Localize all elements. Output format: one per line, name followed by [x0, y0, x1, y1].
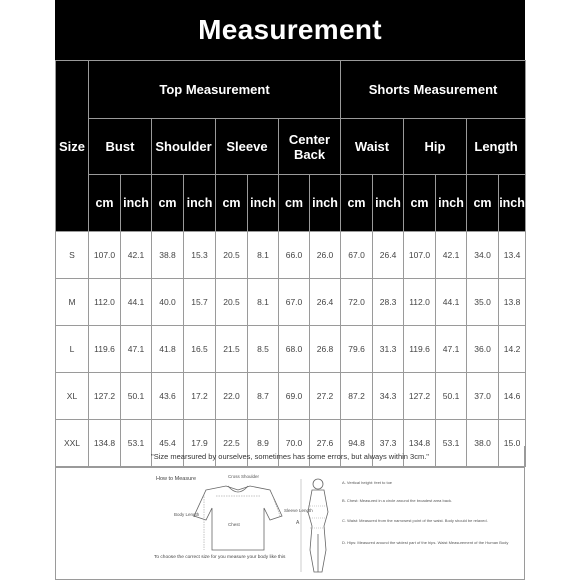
column-header: Sleeve	[216, 119, 279, 175]
how-to-measure-title: How to Measure	[156, 476, 197, 482]
unit-header: inch	[184, 175, 216, 232]
measurement-cell: 20.5	[216, 279, 248, 326]
measurement-cell: 119.6	[89, 326, 121, 373]
column-header: Shoulder	[152, 119, 216, 175]
measurement-cell: 42.1	[121, 232, 152, 279]
column-header: Bust	[89, 119, 152, 175]
size-cell: XXL	[56, 420, 89, 467]
unit-header: cm	[404, 175, 436, 232]
measurement-cell: 50.1	[121, 373, 152, 420]
unit-header: inch	[499, 175, 526, 232]
size-cell: M	[56, 279, 89, 326]
table-row	[56, 279, 526, 326]
measurement-cell: 38.8	[152, 232, 184, 279]
column-header: Center Back	[279, 119, 341, 175]
measurement-cell: 47.1	[436, 326, 467, 373]
measurement-cell: 38.0	[467, 420, 499, 467]
measurement-cell: 26.8	[310, 326, 341, 373]
how-to-footer: To choose the correct size for you measure your body like this	[154, 555, 286, 560]
measurement-cell: 26.0	[310, 232, 341, 279]
instruction-d: D. Hips: Measured around the widest part of the hips. Waist Measurement of the Human Body	[342, 540, 509, 545]
measurement-cell: 66.0	[279, 232, 310, 279]
measurement-cell: 53.1	[436, 420, 467, 467]
cross-shoulder-label: Cross Shoulder	[228, 474, 260, 479]
unit-header: inch	[248, 175, 279, 232]
measurement-cell: 31.3	[373, 326, 404, 373]
measurement-cell: 8.7	[248, 373, 279, 420]
size-chart	[55, 0, 525, 580]
measurement-cell: 37.3	[373, 420, 404, 467]
measurement-cell: 13.8	[499, 279, 526, 326]
table-body	[56, 232, 526, 467]
unit-header: inch	[373, 175, 404, 232]
measurement-cell: 16.5	[184, 326, 216, 373]
column-header: Length	[467, 119, 526, 175]
measurement-cell: 44.1	[121, 279, 152, 326]
measurement-cell: 70.0	[279, 420, 310, 467]
table-row	[56, 232, 526, 279]
unit-header: cm	[341, 175, 373, 232]
measurement-cell: 37.0	[467, 373, 499, 420]
instruction-c: C. Waist: Measured from the narrowest point of the waist. Body should be relaxed.	[342, 518, 488, 523]
measurement-cell: 112.0	[404, 279, 436, 326]
measurement-cell: 112.0	[89, 279, 121, 326]
measurement-cell: 34.0	[467, 232, 499, 279]
measurement-cell: 22.5	[216, 420, 248, 467]
column-header: Hip	[404, 119, 467, 175]
unit-header: inch	[121, 175, 152, 232]
size-cell: L	[56, 326, 89, 373]
measurement-cell: 47.1	[121, 326, 152, 373]
measurement-cell: 22.0	[216, 373, 248, 420]
chest-label: Chest	[228, 522, 240, 527]
measurement-table	[55, 60, 526, 467]
chart-title: Measurement	[55, 0, 525, 60]
unit-header: inch	[310, 175, 341, 232]
unit-header: cm	[279, 175, 310, 232]
measurement-cell: 13.4	[499, 232, 526, 279]
measurement-cell: 15.7	[184, 279, 216, 326]
column-header: Waist	[341, 119, 404, 175]
unit-header: cm	[152, 175, 184, 232]
size-cell: XL	[56, 373, 89, 420]
svg-text:A: A	[296, 520, 300, 526]
measurement-cell: 53.1	[121, 420, 152, 467]
measurement-cell: 15.0	[499, 420, 526, 467]
measurement-cell: 15.3	[184, 232, 216, 279]
measurement-cell: 134.8	[404, 420, 436, 467]
how-to-measure-illustration	[56, 468, 526, 580]
shirt-collar-icon	[228, 486, 248, 492]
measurement-cell: 69.0	[279, 373, 310, 420]
measurement-cell: 127.2	[89, 373, 121, 420]
measurement-cell: 43.6	[152, 373, 184, 420]
measurement-cell: 8.1	[248, 232, 279, 279]
measurement-cell: 94.8	[341, 420, 373, 467]
measurement-cell: 27.6	[310, 420, 341, 467]
body-length-label: Body Length	[174, 512, 200, 517]
instruction-b: B. Chest: Measured in a circle around the broadest area back.	[342, 498, 453, 503]
unit-header: cm	[216, 175, 248, 232]
measurement-cell: 50.1	[436, 373, 467, 420]
measurement-cell: 40.0	[152, 279, 184, 326]
measurement-cell: 72.0	[341, 279, 373, 326]
table-row	[56, 326, 526, 373]
measurement-cell: 17.2	[184, 373, 216, 420]
measurement-cell: 107.0	[89, 232, 121, 279]
measurement-cell: 21.5	[216, 326, 248, 373]
measurement-cell: 8.5	[248, 326, 279, 373]
measurement-cell: 134.8	[89, 420, 121, 467]
unit-header: cm	[467, 175, 499, 232]
measurement-cell: 67.0	[279, 279, 310, 326]
shorts-measurement-header: Shorts Measurement	[341, 61, 526, 119]
measurement-note: "Size mearsured by ourselves, sometimes has some errors, but always within 3cm."	[55, 446, 525, 468]
measurement-cell: 28.3	[373, 279, 404, 326]
shirt-outline-icon	[194, 486, 282, 550]
measurement-cell: 35.0	[467, 279, 499, 326]
body-figure-icon	[296, 479, 328, 572]
measurement-cell: 8.1	[248, 279, 279, 326]
measurement-cell: 44.1	[436, 279, 467, 326]
measurement-cell: 14.6	[499, 373, 526, 420]
measurement-cell: 26.4	[310, 279, 341, 326]
measurement-cell: 87.2	[341, 373, 373, 420]
measurement-cell: 8.9	[248, 420, 279, 467]
measurement-cell: 41.8	[152, 326, 184, 373]
measurement-cell: 34.3	[373, 373, 404, 420]
measurement-cell: 107.0	[404, 232, 436, 279]
measurement-cell: 119.6	[404, 326, 436, 373]
measurement-cell: 26.4	[373, 232, 404, 279]
measurement-cell: 127.2	[404, 373, 436, 420]
unit-header: cm	[89, 175, 121, 232]
measurement-cell: 27.2	[310, 373, 341, 420]
size-cell: S	[56, 232, 89, 279]
how-to-measure-panel	[55, 468, 525, 580]
instruction-a: A. Vertical height: feet to toe	[342, 480, 393, 485]
measurement-cell: 20.5	[216, 232, 248, 279]
table-row	[56, 373, 526, 420]
measurement-cell: 14.2	[499, 326, 526, 373]
sleeve-length-label: Sleeve Length	[284, 508, 313, 513]
measurement-cell: 36.0	[467, 326, 499, 373]
measurement-cell: 67.0	[341, 232, 373, 279]
measurement-cell: 17.9	[184, 420, 216, 467]
measurement-cell: 79.6	[341, 326, 373, 373]
unit-header: inch	[436, 175, 467, 232]
measurement-cell: 45.4	[152, 420, 184, 467]
size-header: Size	[56, 61, 89, 232]
measurement-cell: 42.1	[436, 232, 467, 279]
top-measurement-header: Top Measurement	[89, 61, 341, 119]
measurement-cell: 68.0	[279, 326, 310, 373]
